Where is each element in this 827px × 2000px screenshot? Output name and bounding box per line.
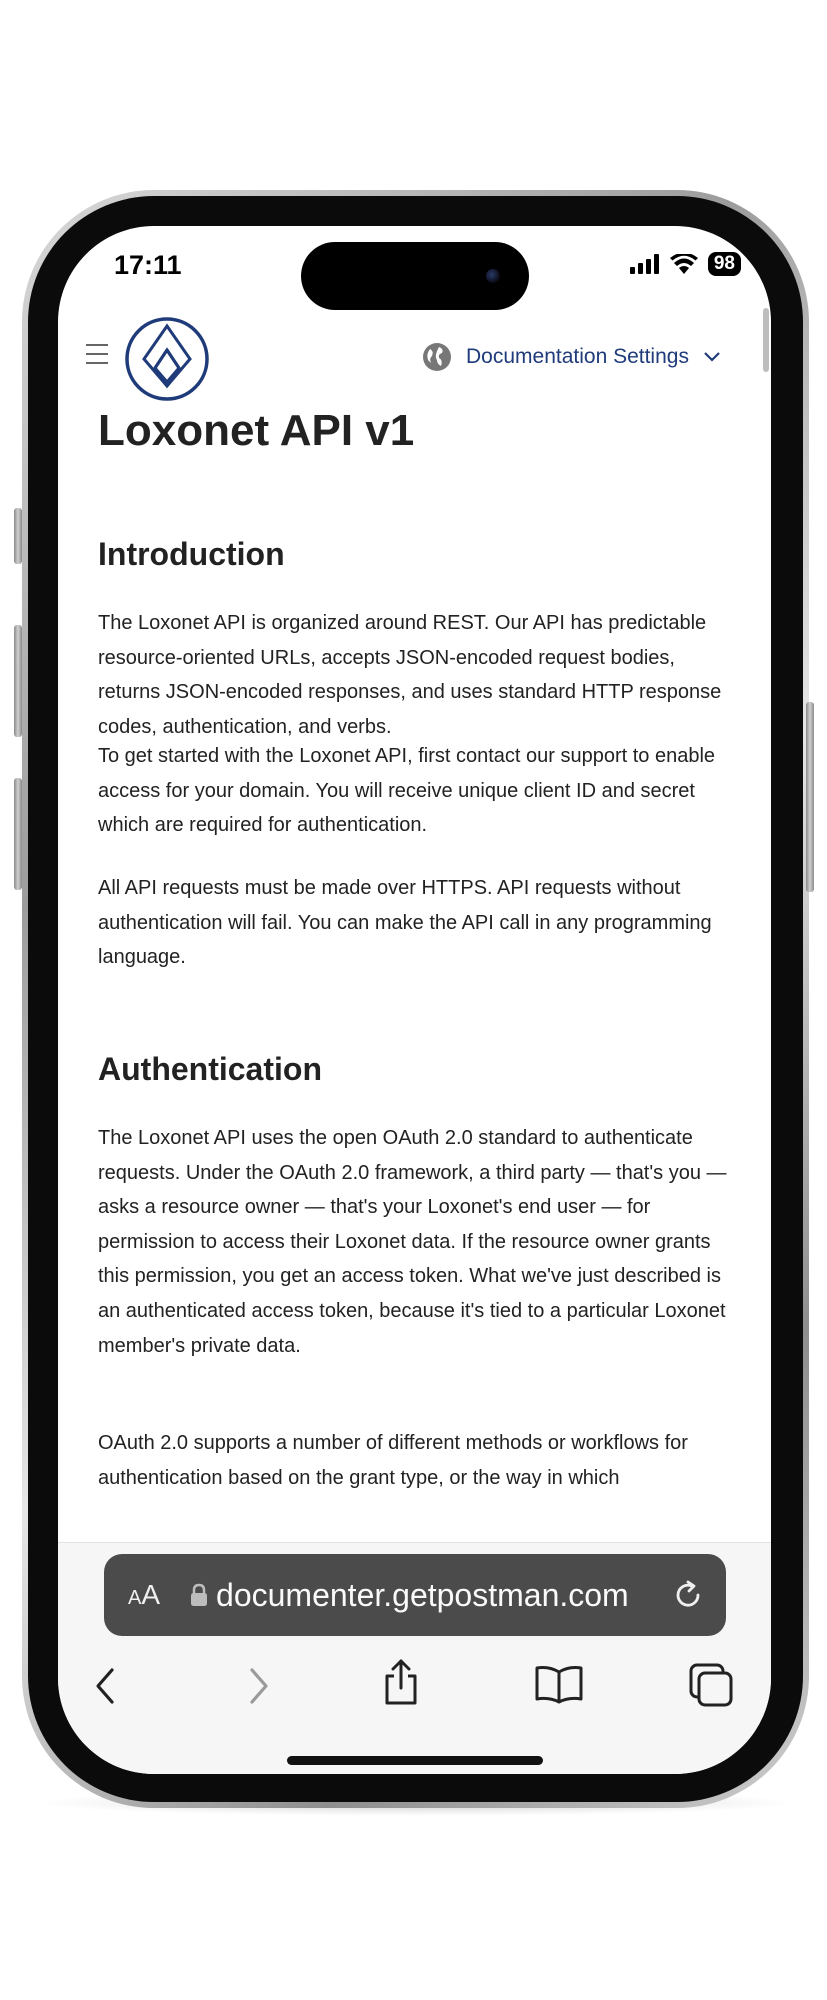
forward-icon[interactable]: [246, 1666, 272, 1706]
address-bar[interactable]: [104, 1554, 726, 1636]
back-icon[interactable]: [92, 1666, 118, 1706]
url-text[interactable]: documenter.getpostman.com: [216, 1576, 629, 1613]
reload-icon[interactable]: [672, 1579, 704, 1611]
action-button: [14, 508, 22, 564]
documentation-settings-label: Documentation Settings: [466, 345, 689, 368]
bookmarks-icon[interactable]: [534, 1664, 584, 1704]
phone-screen: [58, 226, 771, 1774]
lock-icon: [190, 1583, 208, 1607]
page-scrollbar[interactable]: [763, 308, 769, 372]
chevron-down-icon: [703, 351, 721, 363]
volume-down-button: [14, 778, 22, 890]
browser-toolbar: [58, 1656, 771, 1726]
status-icons: [630, 252, 741, 276]
camera-icon: [486, 269, 500, 283]
signal-icon: [630, 254, 660, 274]
loxonet-logo-icon[interactable]: [124, 316, 210, 402]
share-icon[interactable]: [381, 1658, 421, 1706]
page-title: Loxonet API v1: [98, 406, 415, 455]
dynamic-island: [301, 242, 529, 310]
section-heading-introduction: Introduction: [98, 536, 285, 572]
paragraph: OAuth 2.0 supports a number of different methods or workflows for authentication based on the grant type, or the way in which: [98, 1432, 688, 1489]
globe-icon: [422, 342, 452, 372]
section-heading-authentication: Authentication: [98, 1051, 322, 1087]
paragraph: All API requests must be made over HTTPS. API requests without authentication will fail. You can make the API call in any programming language.: [98, 877, 712, 969]
paragraph: The Loxonet API uses the open OAuth 2.0 standard to authenticate requests. Under the OAuth 2.0 framework, a third party — that's you — asks a resource owner — that's your Loxonet's end user — for permission to access their Loxonet data. If the resource owner grants this permission, you get an access token. What we've just described is an authenticated access token, because it's tied to a particular Loxonet member's private data.: [98, 1127, 727, 1357]
paragraph: The Loxonet API is organized around REST. Our API has predictable resource-oriented URLs, accepts JSON-encoded request bodies, returns JSON-encoded responses, and uses standard HTTP response codes, authentication, and verbs.: [98, 612, 722, 738]
home-indicator[interactable]: [287, 1756, 543, 1765]
tabs-icon[interactable]: [688, 1662, 734, 1708]
volume-up-button: [14, 625, 22, 737]
documentation-settings-dropdown[interactable]: [422, 342, 721, 372]
wifi-icon: [670, 254, 698, 274]
text-size-button[interactable]: AA: [128, 1579, 161, 1610]
status-time: 17:11: [114, 250, 182, 280]
battery-icon: 98: [708, 252, 741, 276]
hamburger-icon[interactable]: [86, 344, 108, 366]
paragraph: To get started with the Loxonet API, first contact our support to enable access for your domain. You will receive unique client ID and secret which are required for authentication.: [98, 745, 716, 837]
power-button: [806, 702, 814, 892]
